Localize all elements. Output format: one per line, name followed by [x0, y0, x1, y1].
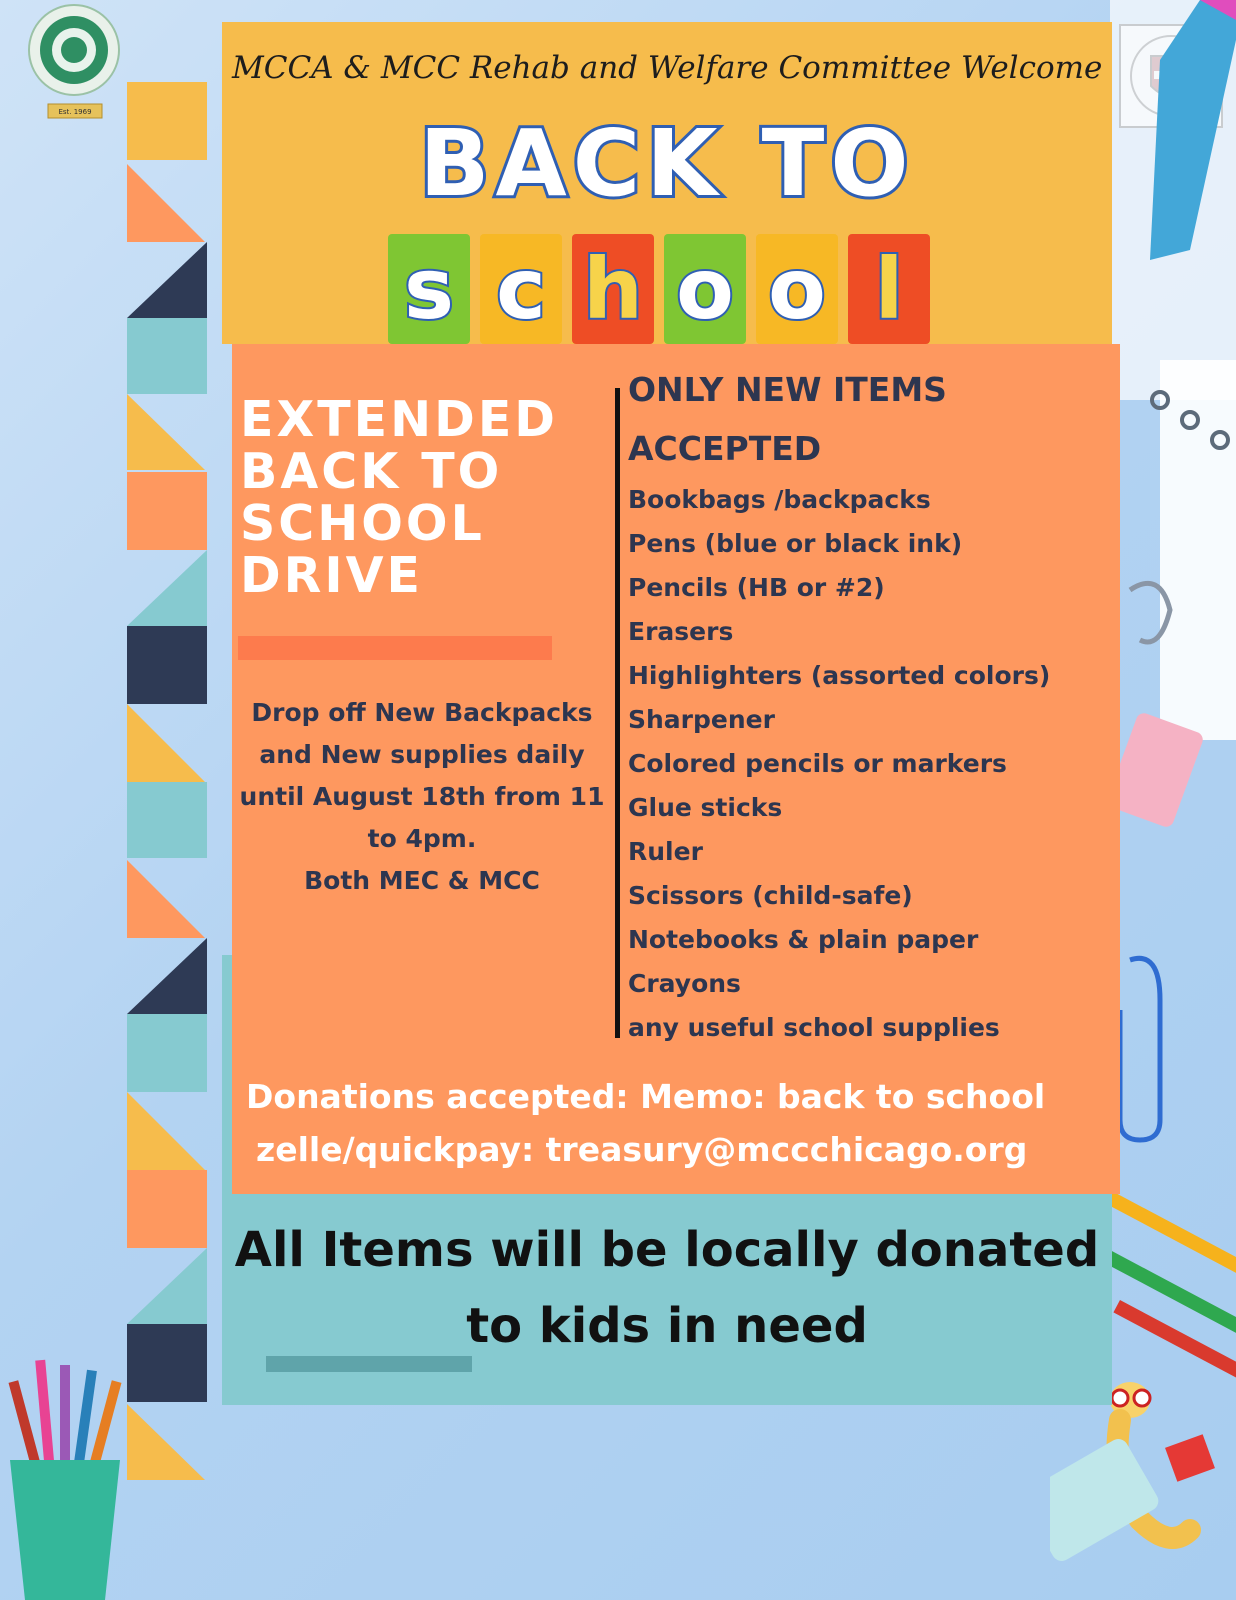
pencil-cup-decoration: [0, 1350, 140, 1600]
donations-memo: Donations accepted: Memo: back to school: [246, 1077, 1046, 1116]
list-item: Bookbags /backpacks: [628, 485, 931, 514]
school-tile: o: [664, 234, 746, 344]
teal-accent-bar: [266, 1356, 472, 1372]
list-item: Erasers: [628, 617, 734, 646]
school-tile: c: [480, 234, 562, 344]
list-item: Colored pencils or markers: [628, 749, 1007, 778]
school-tile: h: [572, 234, 654, 344]
svg-text:Est. 1969: Est. 1969: [58, 108, 92, 116]
list-item: any useful school supplies: [628, 1013, 1000, 1042]
bottom-message-line: All Items will be locally donated: [234, 1222, 1100, 1278]
donations-info: [232, 1070, 1120, 1176]
list-item: Scissors (child-safe): [628, 881, 913, 910]
school-tile: o: [756, 234, 838, 344]
drive-title-line: DRIVE: [240, 547, 424, 604]
items-heading-line: ONLY NEW ITEMS: [628, 370, 947, 409]
dropoff-info: [232, 692, 612, 902]
list-item: Highlighters (assorted colors): [628, 661, 1051, 690]
dropoff-line: until August 18th from 11: [239, 782, 605, 811]
accent-bar: [238, 636, 552, 660]
school-tile: l: [848, 234, 930, 344]
list-item: Pens (blue or black ink): [628, 529, 963, 558]
dropoff-line: and New supplies daily: [259, 740, 585, 769]
drive-title-line: SCHOOL: [240, 495, 485, 552]
list-item: Sharpener: [628, 705, 775, 734]
items-heading-line: ACCEPTED: [628, 429, 822, 468]
bottom-message-line: to kids in need: [466, 1298, 868, 1354]
drive-title: [240, 391, 600, 604]
bottom-message: [222, 1212, 1112, 1364]
bottom-message-panel: [222, 1194, 1112, 1405]
organization-logo-left: [22, 0, 126, 122]
dropoff-line: Both MEC & MCC: [304, 866, 540, 895]
accepted-items-list: [628, 478, 1108, 1050]
drive-title-line: EXTENDED: [240, 391, 558, 448]
welcome-text: MCCA & MCC Rehab and Welfare Committee Welcome: [232, 50, 1103, 86]
list-item: Ruler: [628, 837, 703, 866]
dropoff-line: Drop off New Backpacks: [251, 698, 593, 727]
drive-info-panel: [232, 344, 1120, 1194]
list-item: Pencils (HB or #2): [628, 573, 885, 602]
header-banner: [222, 22, 1112, 344]
decorative-shape-strip: [127, 82, 207, 1502]
list-item: Notebooks & plain paper: [628, 925, 979, 954]
items-heading: [628, 360, 1108, 478]
vertical-divider: [615, 388, 620, 1038]
donations-zelle-email: zelle/quickpay: treasury@mccchicago.org: [256, 1130, 1028, 1169]
list-item: Crayons: [628, 969, 741, 998]
back-to-title: BACK TO: [419, 110, 915, 217]
school-tile: s: [388, 234, 470, 344]
dropoff-line: to 4pm.: [367, 824, 477, 853]
list-item: Glue sticks: [628, 793, 783, 822]
drive-title-line: BACK TO: [240, 443, 503, 500]
